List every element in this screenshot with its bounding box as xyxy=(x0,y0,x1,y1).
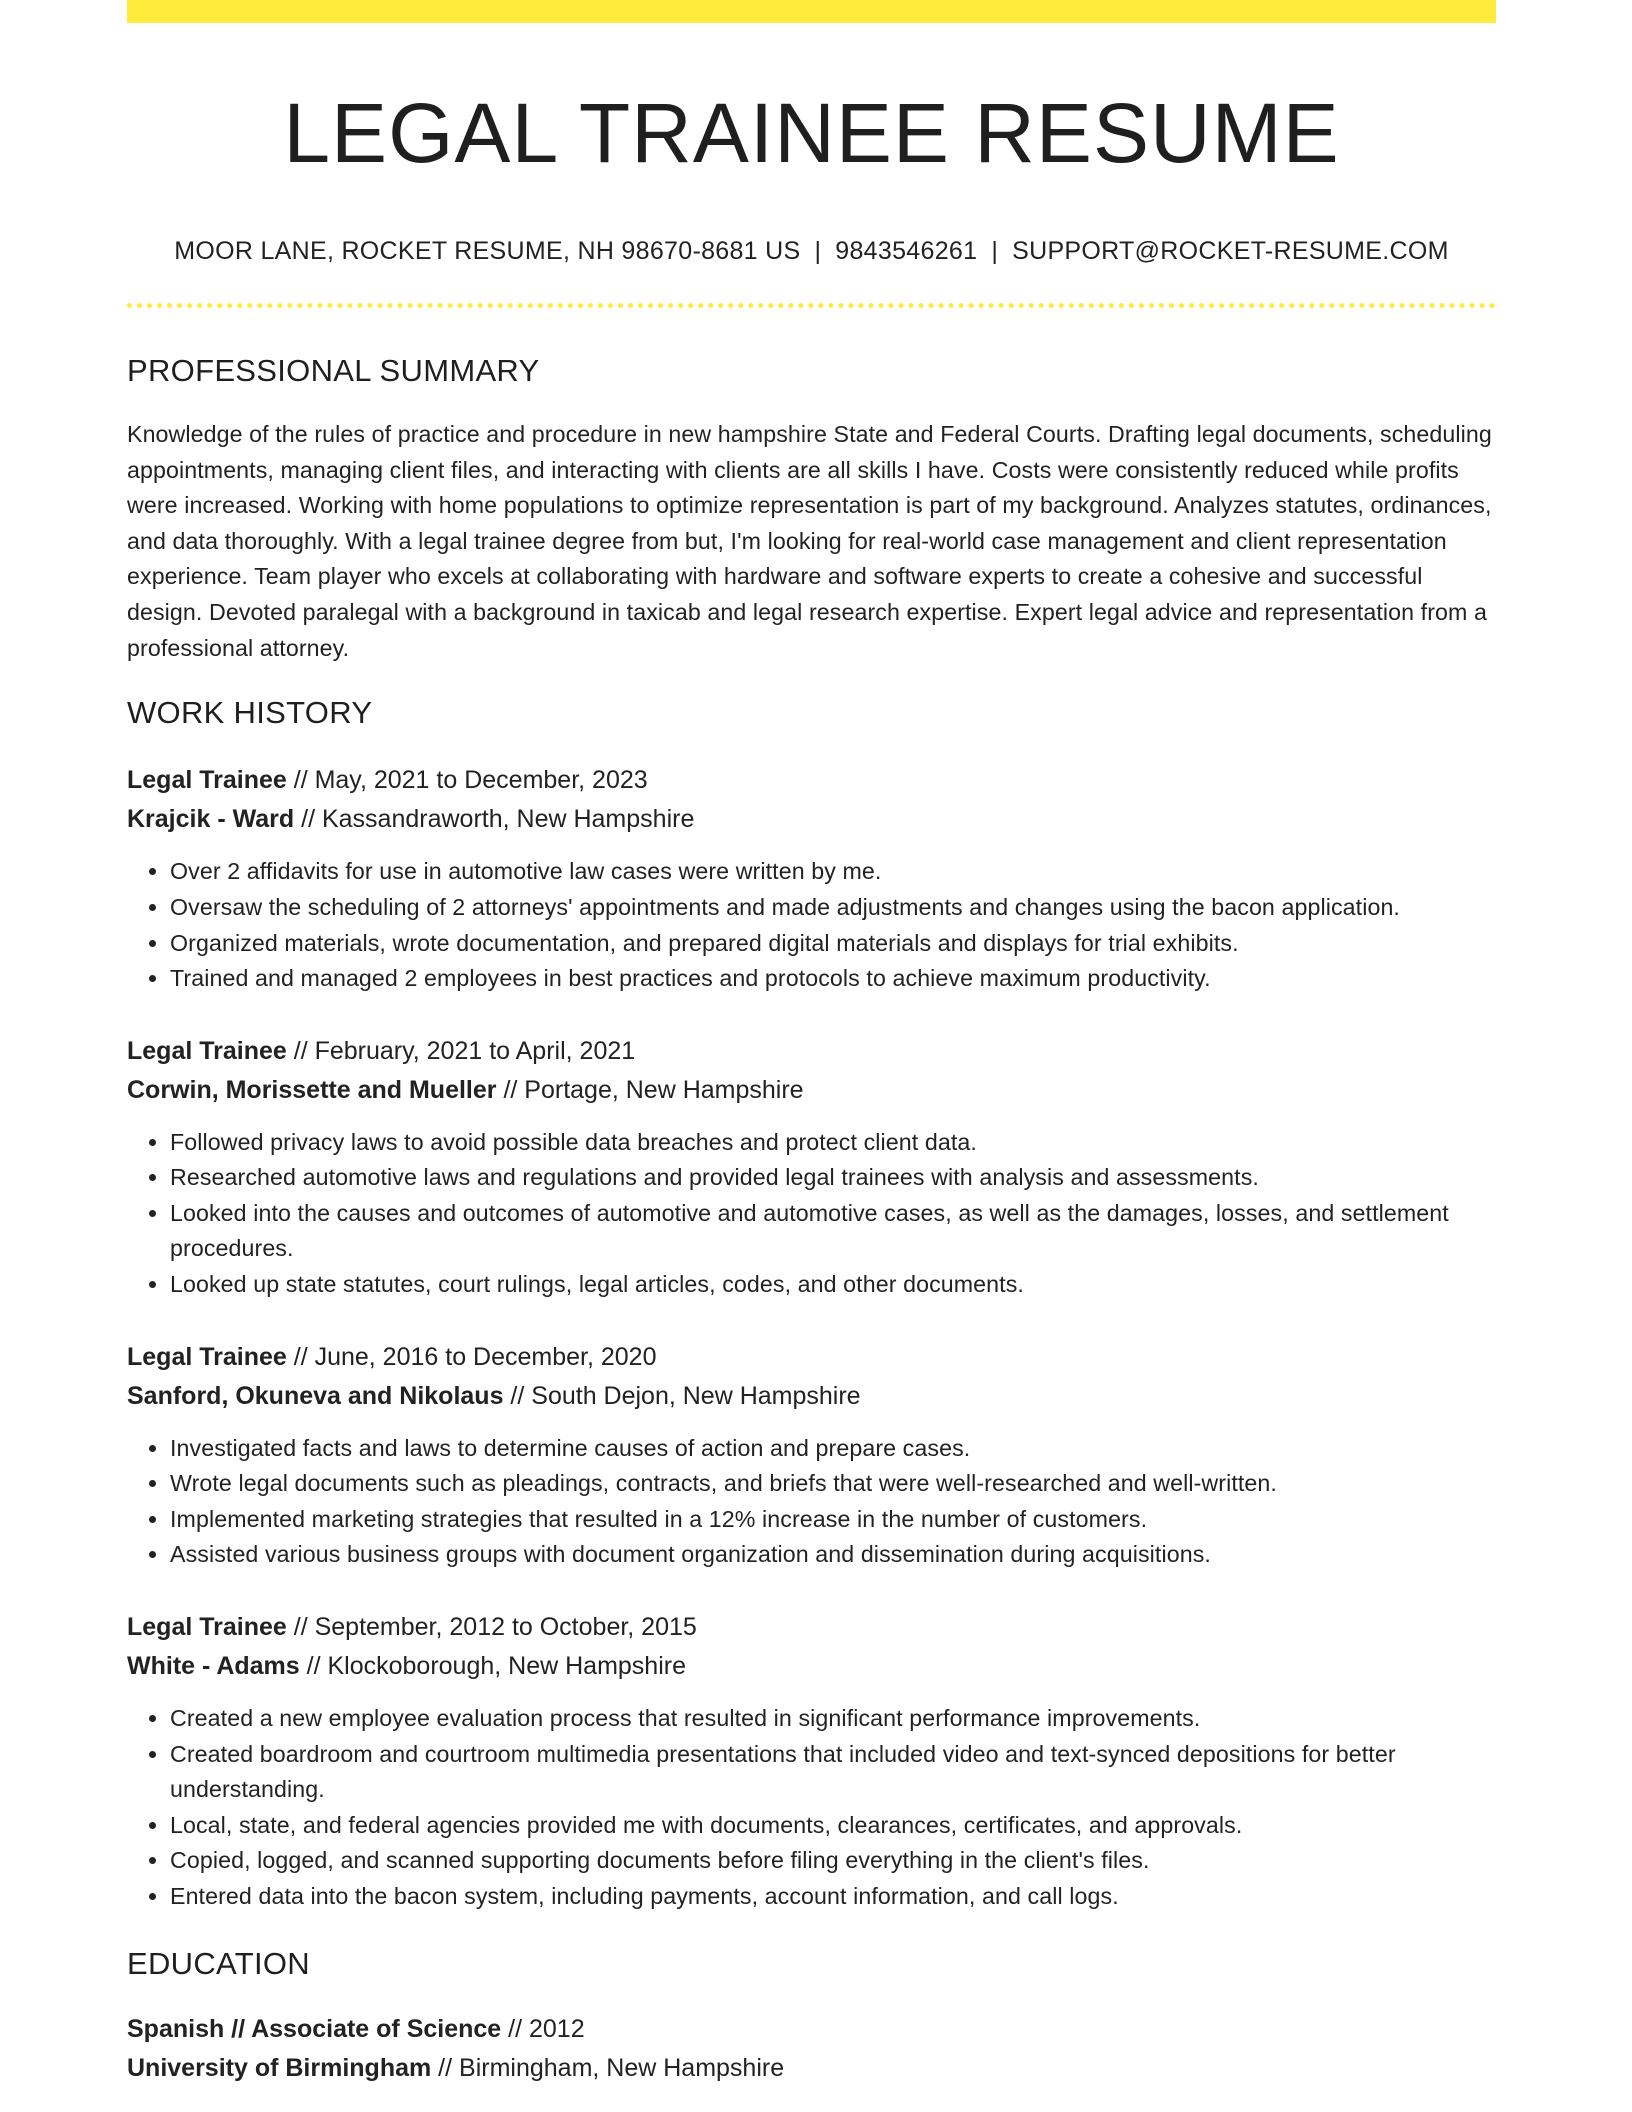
job-company-line xyxy=(127,1647,1496,1686)
list-item: • Local, state, and federal agencies provided me with documents, clearances, certificates, and approvals. xyxy=(170,1808,1496,1844)
contact-address: MOOR LANE, ROCKET RESUME, NH 98670-8681 US xyxy=(174,236,801,265)
job-bullets xyxy=(127,1125,1496,1303)
summary-heading: PROFESSIONAL SUMMARY xyxy=(127,352,540,388)
summary-text: Knowledge of the rules of practice and procedure in new hampshire State and Federal Courts. Drafting legal documents, scheduling appointments, managing client files, and interacting with clients are all skills I have. Costs were consistently reduced while profits were increased. Working with home populations to optimize representation is part of my background. Analyzes statutes, ordinances, and data thoroughly. With a legal trainee degree from but, I'm looking for real-world case management and client representation experience. Team player who excels at collaborating with hardware and software experts to create a cohesive and successful design. Devoted paralegal with a background in taxicab and legal research expertise. Expert legal advice and representation from a professional attorney. xyxy=(127,420,1492,661)
job-company-line xyxy=(127,800,1496,839)
contact-line xyxy=(127,236,1496,266)
school-line xyxy=(127,2049,1496,2088)
degree: Spanish // Associate of Science xyxy=(127,2014,502,2043)
education-heading: EDUCATION xyxy=(127,1945,310,1981)
job-location: // Kassandraworth, New Hampshire xyxy=(294,805,695,834)
school-name: University of Birmingham xyxy=(127,2053,432,2082)
resume-page xyxy=(127,0,1496,2088)
job-bullets xyxy=(127,1701,1496,1915)
contact-email: SUPPORT@ROCKET-RESUME.COM xyxy=(1012,236,1449,265)
contact-separator: | xyxy=(814,236,822,265)
list-item: • Oversaw the scheduling of 2 attorneys' appointments and made adjustments and changes using the bacon application. xyxy=(170,890,1496,926)
job-entry xyxy=(127,1338,1496,1573)
list-item: • Researched automotive laws and regulations and provided legal trainees with analysis and assessments. xyxy=(170,1160,1496,1196)
job-entry xyxy=(127,1032,1496,1303)
list-item: • Implemented marketing strategies that resulted in a 12% increase in the number of customers. xyxy=(170,1502,1496,1538)
job-company: Sanford, Okuneva and Nikolaus xyxy=(127,1381,504,1410)
job-dates: // September, 2012 to October, 2015 xyxy=(286,1613,697,1642)
list-item: • Over 2 affidavits for use in automotive law cases were written by me. xyxy=(170,854,1496,890)
list-item: • Created boardroom and courtroom multimedia presentations that included video and text-synced depositions for better understanding. xyxy=(170,1737,1496,1808)
job-title-line xyxy=(127,761,1496,800)
resume-title: LEGAL TRAINEE RESUME xyxy=(283,86,1340,180)
top-accent-bar xyxy=(127,0,1496,23)
job-title: Legal Trainee xyxy=(127,1613,287,1642)
job-location: // Portage, New Hampshire xyxy=(496,1075,804,1104)
list-item: • Wrote legal documents such as pleadings, contracts, and briefs that were well-researched and well-written. xyxy=(170,1466,1496,1502)
job-company: Corwin, Morissette and Mueller xyxy=(127,1075,497,1104)
list-item: • Copied, logged, and scanned supporting documents before filing everything in the client's files. xyxy=(170,1843,1496,1879)
job-dates: // February, 2021 to April, 2021 xyxy=(286,1036,636,1065)
job-bullets xyxy=(127,854,1496,996)
list-item: • Trained and managed 2 employees in best practices and protocols to achieve maximum productivity. xyxy=(170,961,1496,997)
job-company: White - Adams xyxy=(127,1652,300,1681)
work-history-heading: WORK HISTORY xyxy=(127,695,373,731)
job-title: Legal Trainee xyxy=(127,1036,287,1065)
list-item: • Created a new employee evaluation process that resulted in significant performance improvements. xyxy=(170,1701,1496,1737)
list-item: • Investigated facts and laws to determine causes of action and prepare cases. xyxy=(170,1431,1496,1467)
job-company-line xyxy=(127,1071,1496,1110)
job-bullets xyxy=(127,1431,1496,1573)
job-entry xyxy=(127,761,1496,996)
degree-line xyxy=(127,2010,1496,2049)
list-item: • Assisted various business groups with document organization and dissemination during acquisitions. xyxy=(170,1537,1496,1573)
contact-phone: 9843546261 xyxy=(835,236,978,265)
job-company-line xyxy=(127,1377,1496,1416)
education-entry xyxy=(127,2010,1496,2088)
list-item: • Looked into the causes and outcomes of automotive and automotive cases, as well as the damages, losses, and settlement procedures. xyxy=(170,1196,1496,1267)
job-dates: // May, 2021 to December, 2023 xyxy=(286,766,648,795)
job-title-line xyxy=(127,1608,1496,1647)
job-dates: // June, 2016 to December, 2020 xyxy=(286,1342,657,1371)
list-item: • Followed privacy laws to avoid possible data breaches and protect client data. xyxy=(170,1125,1496,1161)
degree-year: // 2012 xyxy=(501,2014,585,2043)
list-item: • Organized materials, wrote documentation, and prepared digital materials and displays for trial exhibits. xyxy=(170,926,1496,962)
job-title-line xyxy=(127,1338,1496,1377)
job-title: Legal Trainee xyxy=(127,1342,287,1371)
job-entry xyxy=(127,1608,1496,1915)
dotted-divider xyxy=(127,303,1496,308)
job-title: Legal Trainee xyxy=(127,766,287,795)
job-location: // Klockoborough, New Hampshire xyxy=(299,1652,686,1681)
contact-separator: | xyxy=(991,236,999,265)
job-location: // South Dejon, New Hampshire xyxy=(503,1381,861,1410)
school-location: // Birmingham, New Hampshire xyxy=(431,2053,785,2082)
job-company: Krajcik - Ward xyxy=(127,805,295,834)
list-item: • Looked up state statutes, court rulings, legal articles, codes, and other documents. xyxy=(170,1267,1496,1303)
job-title-line xyxy=(127,1032,1496,1071)
list-item: • Entered data into the bacon system, including payments, account information, and call logs. xyxy=(170,1879,1496,1915)
